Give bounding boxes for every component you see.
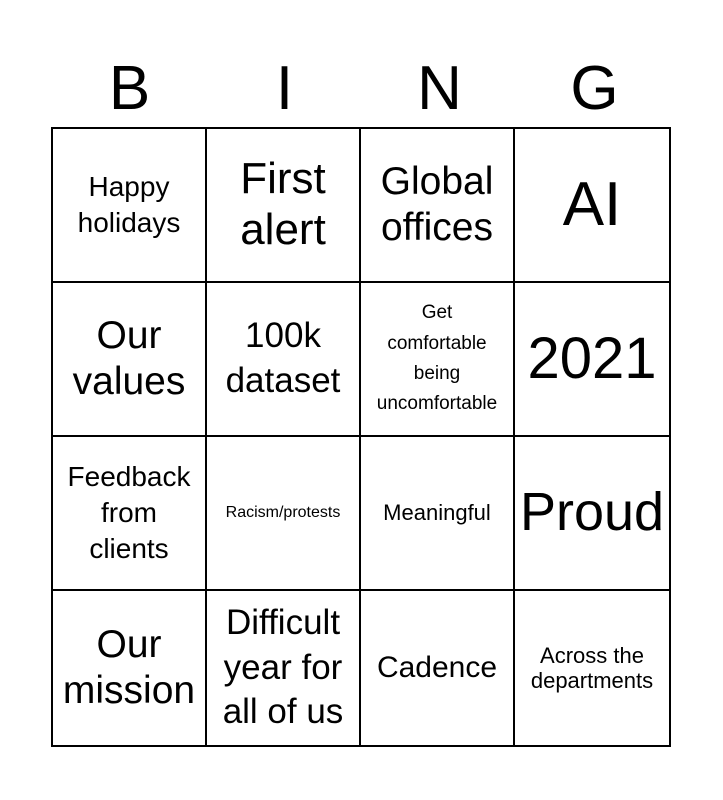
cell-label: Our values [72, 313, 186, 403]
bingo-cell-r1c3[interactable] [361, 129, 515, 283]
cell-label: 2021 [527, 325, 657, 391]
cell-label: First alert [240, 154, 326, 254]
cell-label: Difficult year for all of us [222, 602, 344, 732]
header-letter-g: G [570, 54, 619, 123]
cell-label: Meaningful [383, 500, 491, 526]
header-letter-i: I [275, 54, 294, 123]
bingo-cell-r1c2[interactable] [207, 129, 361, 283]
cell-label: Feedback from clients [67, 461, 191, 564]
header-letter-n: N [417, 54, 462, 123]
cell-label: AI [562, 170, 622, 240]
bingo-cell-r2c2[interactable] [207, 283, 361, 437]
cell-label: Get comfortable being uncomfortable [376, 302, 498, 415]
cell-label: Across the departments [530, 642, 654, 693]
bingo-cell-r4c2[interactable] [207, 591, 361, 745]
bingo-cell-r2c1[interactable] [53, 283, 207, 437]
cell-label: Racism/protests [225, 504, 341, 522]
bingo-header [52, 50, 672, 128]
cell-label: Proud [519, 482, 665, 543]
bingo-cell-r2c3[interactable] [361, 283, 515, 437]
bingo-board [51, 127, 671, 747]
bingo-cell-r1c4[interactable] [515, 129, 669, 283]
cell-label: Cadence [376, 651, 498, 685]
bingo-cell-r4c1[interactable] [53, 591, 207, 745]
cell-label: Global offices [380, 159, 494, 249]
bingo-cell-r3c1[interactable] [53, 437, 207, 591]
bingo-cell-r3c4[interactable] [515, 437, 669, 591]
cell-label: Happy holidays [77, 171, 181, 238]
bingo-cell-r1c1[interactable] [53, 129, 207, 283]
bingo-cell-r4c3[interactable] [361, 591, 515, 745]
bingo-cell-r4c4[interactable] [515, 591, 669, 745]
bingo-cell-r3c2[interactable] [207, 437, 361, 591]
bingo-cell-r2c4[interactable] [515, 283, 669, 437]
header-letter-b: B [108, 54, 151, 123]
cell-label: Our mission [62, 622, 196, 712]
cell-label: 100k dataset [225, 316, 341, 400]
bingo-cell-r3c3[interactable] [361, 437, 515, 591]
